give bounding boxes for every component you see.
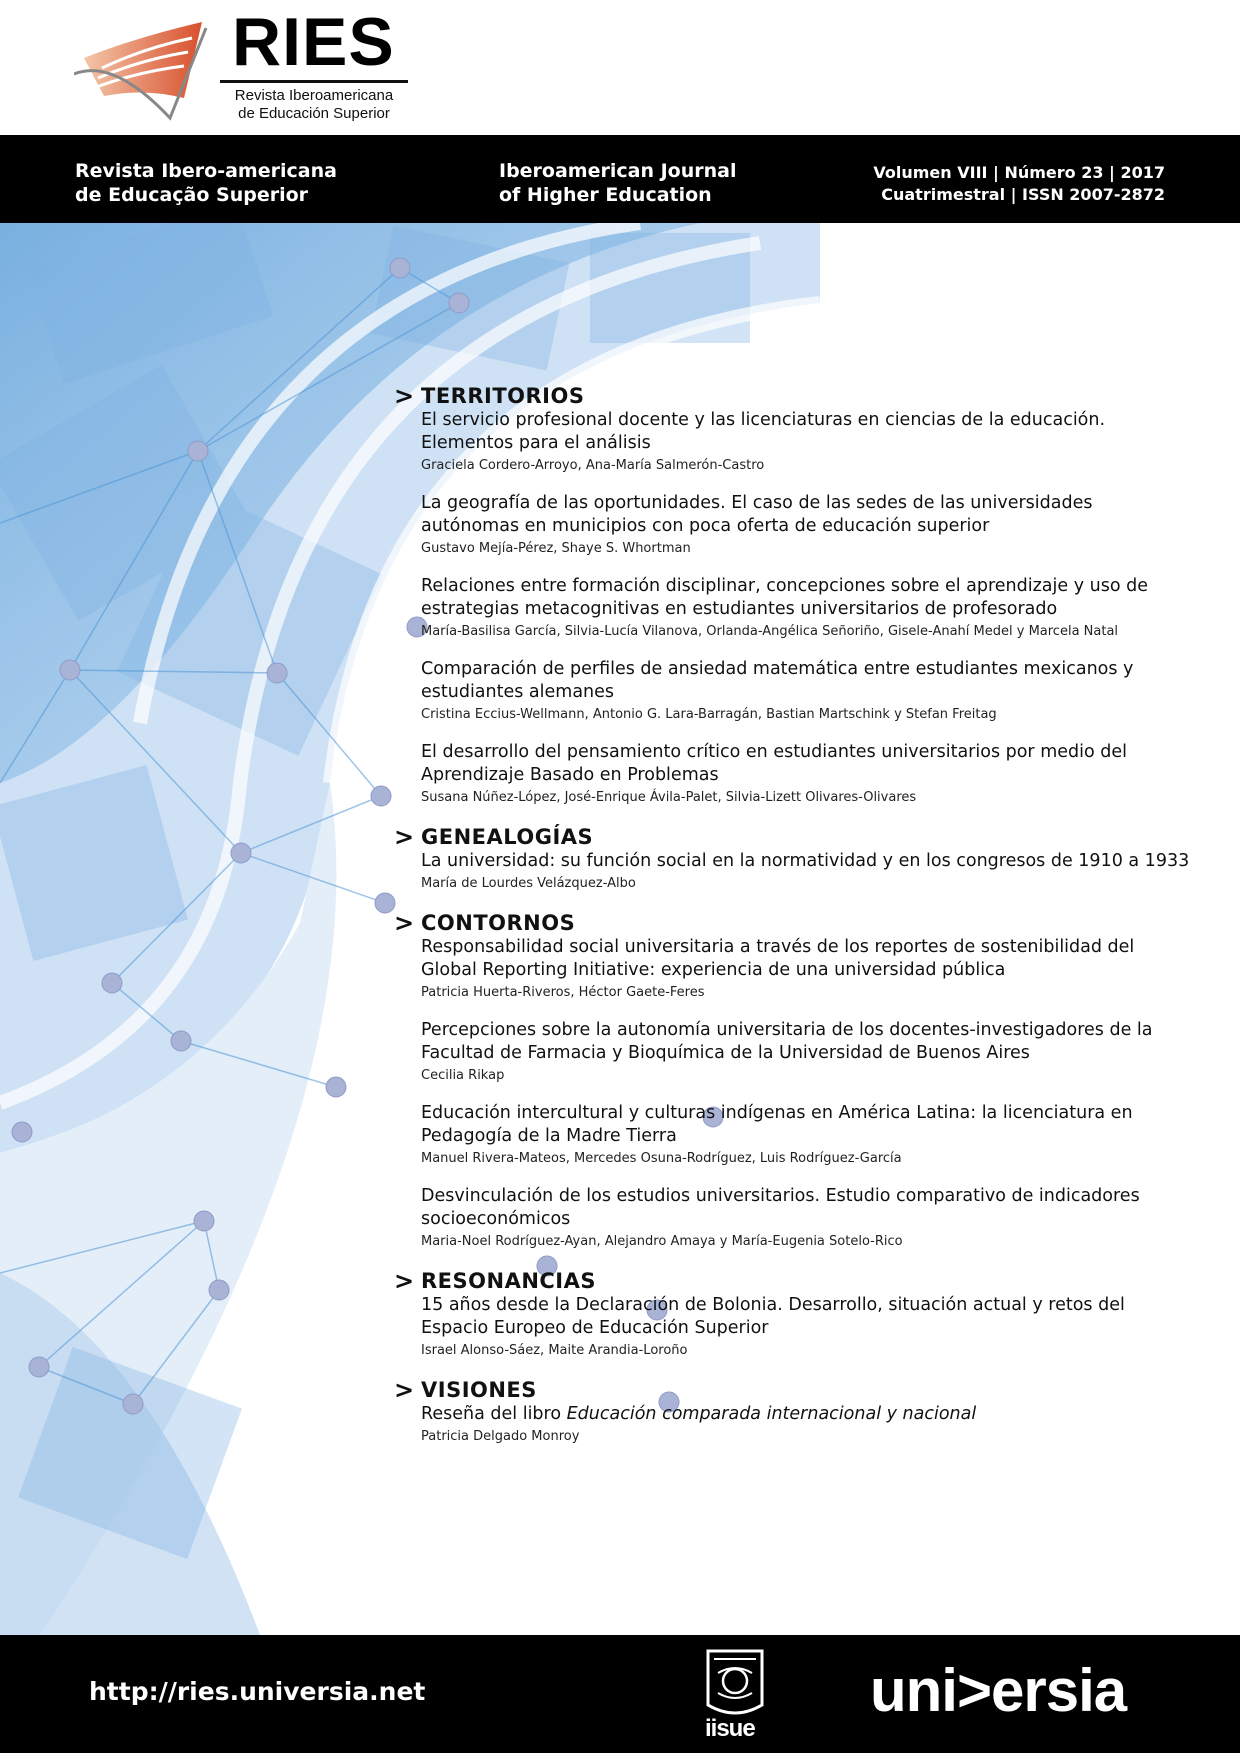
chevron-right-icon: >	[394, 1376, 415, 1404]
header-band	[0, 135, 1240, 223]
article-entry[interactable]	[421, 1019, 1194, 1085]
english-title	[499, 159, 736, 207]
article-authors: Cristina Eccius-Wellmann, Antonio G. Lara-Barragán, Bastian Martschink y Stefan Freitag	[421, 707, 997, 722]
issue-volume-number: Volumen VIII | Número 23 | 2017	[873, 163, 1165, 182]
section-heading-text: RESONANCIAS	[421, 1269, 596, 1293]
section-heading-text: GENEALOGÍAS	[421, 825, 594, 849]
chevron-right-icon: >	[394, 823, 415, 851]
article-entry[interactable]	[421, 1403, 1194, 1446]
section-heading	[394, 909, 1194, 937]
section-heading	[394, 823, 1194, 851]
issue-info	[873, 162, 1165, 206]
section-visiones	[394, 1377, 1194, 1446]
article-authors: María-Basilisa García, Silvia-Lucía Vilanova, Orlanda-Angélica Señoriño, Gisele-Anahí Medel y Marcela Natal	[421, 624, 1119, 639]
article-authors: Graciela Cordero-Arroyo, Ana-María Salmerón-Castro	[421, 458, 765, 473]
article-title: La universidad: su función social en la normatividad y en los congresos de 1910 a 1933	[421, 851, 1190, 871]
article-entry[interactable]	[421, 936, 1194, 1002]
book-title: Educación comparada internacional y nacional	[566, 1404, 977, 1424]
english-title-line2: of Higher Education	[499, 184, 712, 206]
logo-subtitle-line2: de Educación Superior	[238, 105, 390, 122]
section-heading	[394, 1267, 1194, 1295]
section-heading	[394, 1376, 1194, 1404]
logo-subtitle	[220, 87, 408, 123]
english-title-line1: Iberoamerican Journal	[499, 160, 737, 182]
section-heading-text: CONTORNOS	[421, 911, 576, 935]
article-authors: Patricia Delgado Monroy	[421, 1429, 580, 1444]
article-title: Comparación de perfiles de ansiedad matemática entre estudiantes mexicanos y estudiantes alemanes	[421, 659, 1134, 702]
article-entry[interactable]	[421, 1102, 1194, 1168]
section-heading	[394, 382, 1194, 410]
article-entry[interactable]	[421, 492, 1194, 558]
portuguese-title-line2: de Educação Superior	[75, 184, 309, 206]
article-authors: Manuel Rivera-Mateos, Mercedes Osuna-Rodríguez, Luis Rodríguez-García	[421, 1151, 902, 1166]
article-title: Relaciones entre formación disciplinar, concepciones sobre el aprendizaje y uso de estrategias metacognitivas en estudiantes universitarios de profesorado	[421, 576, 1148, 619]
universia-logo: uni>ersia	[870, 1657, 1127, 1724]
article-authors: Gustavo Mejía-Pérez, Shaye S. Whortman	[421, 541, 691, 556]
article-entry[interactable]	[421, 658, 1194, 724]
journal-logo-title: RIES	[232, 4, 395, 80]
article-authors: Israel Alonso-Sáez, Maite Arandia-Loroño	[421, 1343, 688, 1358]
article-entry[interactable]	[421, 850, 1194, 893]
masthead	[0, 0, 1240, 135]
article-entry[interactable]	[421, 409, 1194, 475]
section-genealogias	[394, 824, 1194, 893]
article-entry[interactable]	[421, 1185, 1194, 1251]
footer-band	[0, 1635, 1240, 1753]
article-entry[interactable]	[421, 1294, 1194, 1360]
section-contornos	[394, 910, 1194, 1251]
section-heading-text: VISIONES	[421, 1378, 537, 1402]
issue-frequency-issn: Cuatrimestral | ISSN 2007-2872	[881, 185, 1165, 204]
article-title: Percepciones sobre la autonomía universitaria de los docentes-investigadores de la Facultad de Farmacia y Bioquímica de la Universidad de Buenos Aires	[421, 1020, 1153, 1063]
logo-divider	[220, 80, 408, 83]
article-authors: Susana Núñez-López, José-Enrique Ávila-Palet, Silvia-Lizett Olivares-Olivares	[421, 790, 917, 805]
article-title: El desarrollo del pensamiento crítico en estudiantes universitarios por medio del Aprendizaje Basado en Problemas	[421, 742, 1127, 785]
article-entry[interactable]	[421, 575, 1194, 641]
article-title: 15 años desde la Declaración de Bolonia. Desarrollo, situación actual y retos del Espacio Europeo de Educación Superior	[421, 1295, 1125, 1338]
logo-subtitle-line1: Revista Iberoamericana	[234, 87, 394, 104]
book-logo-icon	[74, 18, 214, 122]
section-resonancias	[394, 1268, 1194, 1360]
section-heading-text: TERRITORIOS	[421, 384, 585, 408]
article-authors: Cecilia Rikap	[421, 1068, 505, 1083]
chevron-right-icon: >	[394, 909, 415, 937]
article-authors: María de Lourdes Velázquez-Albo	[421, 876, 636, 891]
chevron-right-icon: >	[394, 1267, 415, 1295]
portuguese-title-line1: Revista Ibero-americana	[75, 160, 337, 182]
article-entry[interactable]	[421, 741, 1194, 807]
article-title: La geografía de las oportunidades. El caso de las sedes de las universidades autónomas en municipios con poca oferta de educación superior	[421, 493, 1093, 536]
article-authors: Maria-Noel Rodríguez-Ayan, Alejandro Amaya y María-Eugenia Sotelo-Rico	[421, 1234, 903, 1249]
article-title: El servicio profesional docente y las licenciaturas en ciencias de la educación. Elementos para el análisis	[421, 410, 1106, 453]
portuguese-title	[75, 159, 337, 207]
section-territorios	[394, 383, 1194, 807]
chevron-right-icon: >	[394, 382, 415, 410]
journal-url-link[interactable]: http://ries.universia.net	[89, 1677, 426, 1706]
article-title	[421, 1403, 1194, 1426]
article-title: Educación intercultural y culturas indígenas en América Latina: la licenciatura en Pedagogía de la Madre Tierra	[421, 1103, 1133, 1146]
article-title: Desvinculación de los estudios universitarios. Estudio comparativo de indicadores socioeconómicos	[421, 1186, 1140, 1229]
article-title: Responsabilidad social universitaria a través de los reportes de sostenibilidad del Global Reporting Initiative: experiencia de una universidad pública	[421, 937, 1135, 980]
table-of-contents	[394, 383, 1194, 1463]
article-authors: Patricia Huerta-Riveros, Héctor Gaete-Feres	[421, 985, 705, 1000]
iisue-label: iisue	[705, 1715, 755, 1742]
article-title-prefix: Reseña del libro	[421, 1404, 567, 1424]
